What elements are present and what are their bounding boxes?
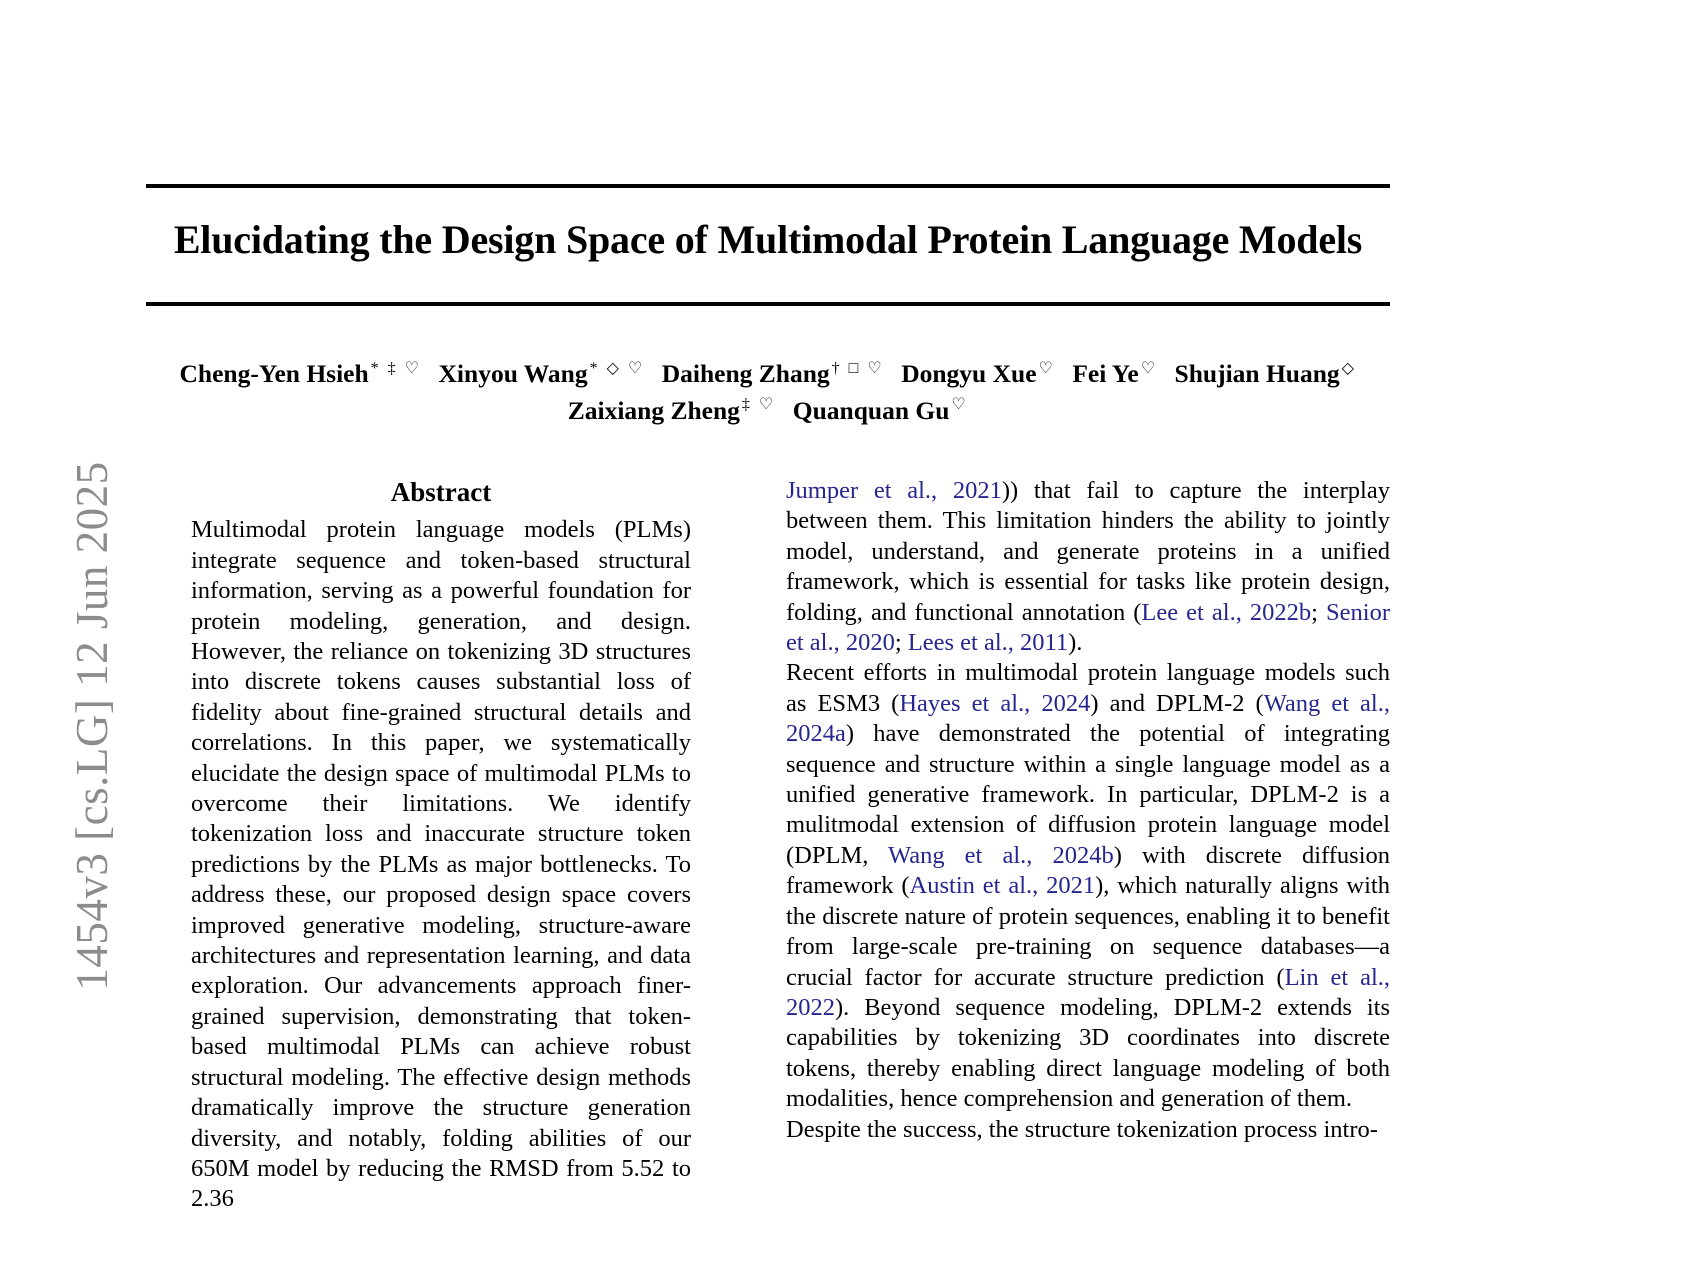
author-name: Fei Ye — [1072, 359, 1139, 388]
author-entry — [793, 396, 968, 425]
citation-link[interactable]: Wang et al., 2024b — [888, 841, 1114, 869]
abstract-heading: Abstract — [390, 477, 492, 507]
body-text: ) have demonstrated the potential of integrating sequence and structure within a single language model as a unified generative framework. In particular, DPLM-2 is a mulitmodal extension of diffusion protein language model (DPLM, — [786, 720, 1390, 869]
citation-link[interactable]: Lin et al., 2022 — [786, 963, 1391, 1021]
author-name: Quanquan Gu — [792, 395, 950, 425]
author-affiliation-marks: ‡ ♡ — [741, 396, 776, 414]
citation-link[interactable]: Lees et al., 2011 — [907, 629, 1069, 657]
author-entry — [180, 359, 422, 388]
body-text: ), which naturally aligns with the discrete nature of protein sequences, enabling it to benefit from large-scale pre-training on sequence databases—a crucial factor for accurate structure prediction ( — [786, 872, 1390, 991]
author-affiliation-marks: † □ ♡ — [831, 359, 885, 377]
body-text: ). — [1068, 629, 1083, 657]
abstract-column — [191, 476, 691, 1215]
author-name: Cheng-Yen Hsieh — [179, 359, 369, 388]
intro-column — [786, 476, 1390, 1145]
body-text: Recent efforts in multimodal protein language models such as ESM3 ( — [786, 659, 1390, 717]
page-title: Elucidating the Design Space of Multimodal Protein Language Models — [173, 217, 1363, 262]
author-name: Dongyu Xue — [901, 359, 1037, 388]
title-rule-top — [146, 184, 1390, 188]
author-entry — [1072, 359, 1157, 388]
intro-paragraph-3: Despite the success, the structure tokenization process intro- — [786, 1115, 1378, 1143]
author-list — [146, 356, 1390, 430]
author-entry — [439, 359, 645, 388]
author-name: Xinyou Wang — [438, 359, 588, 388]
citation-link[interactable]: Wang et al., 2024a — [786, 689, 1390, 748]
intro-paragraph-2 — [786, 658, 1390, 1114]
title-rule-bottom — [146, 302, 1390, 306]
body-text: ) with discrete diffusion framework ( — [786, 841, 1391, 900]
author-entry — [662, 359, 884, 388]
intro-paragraph-1 — [786, 476, 1390, 658]
abstract-body: Multimodal protein language models (PLMs) integrate sequence and token-based structural information, serving as a powerful foundation for protein modeling, generation, and design. However, the reliance on tokenizing 3D structures into discrete tokens causes substantial loss of fidelity about fine-grained structural details and correlations. In this paper, we systematically elucidate the design space of multimodal PLMs to overcome their limitations. We identify tokenization loss and inaccurate structure token predictions by the PLMs as major bottlenecks. To address these, our proposed design space covers improved generative modeling, structure-aware architectures and representation learning, and data exploration. Our advancements approach finer-grained supervision, demonstrating that token-based multimodal PLMs can achieve robust structural modeling. The effective design methods dramatically improve the structure generation diversity, and notably, folding abilities of our 650M model by reducing the RMSD from 5.52 to 2.36 — [191, 516, 691, 1213]
body-text: ; — [1311, 598, 1327, 626]
author-entry — [901, 359, 1055, 388]
author-entry — [568, 396, 776, 425]
author-affiliation-marks: * ◇ ♡ — [589, 359, 645, 377]
author-affiliation-marks: ◇ — [1341, 359, 1357, 377]
citation-link[interactable]: Jumper et al., 2021 — [786, 477, 1002, 504]
citation-link[interactable]: Austin et al., 2021 — [909, 872, 1096, 900]
citation-link[interactable]: Hayes et al., 2024 — [899, 689, 1091, 717]
author-affiliation-marks: ♡ — [1038, 359, 1056, 377]
body-text: ). Beyond sequence modeling, DPLM-2 extends its capabilities by tokenizing 3D coordinates into discrete tokens, thereby enabling direct language modeling of both modalities, hence comprehension and generation of them. — [786, 993, 1390, 1113]
author-affiliation-marks: ♡ — [951, 396, 969, 414]
body-text: ) and DPLM-2 ( — [1090, 689, 1264, 717]
author-line-2 — [146, 393, 1390, 430]
author-name: Zaixiang Zheng — [567, 395, 740, 425]
arxiv-stamp: 1454v3 [cs.LG] 12 Jun 2025 — [67, 461, 117, 991]
author-name: Daiheng Zhang — [661, 359, 830, 388]
body-text: ; — [894, 629, 908, 657]
author-name: Shujian Huang — [1174, 359, 1340, 388]
author-affiliation-marks: * ‡ ♡ — [370, 359, 422, 377]
citation-link[interactable]: Lee et al., 2022b — [1141, 598, 1312, 626]
citation-link[interactable]: Senior et al., 2020 — [786, 598, 1390, 657]
author-entry — [1175, 359, 1357, 388]
author-line-1 — [146, 356, 1390, 393]
author-affiliation-marks: ♡ — [1140, 359, 1158, 377]
body-text: )) that fail to capture the interplay between them. This limitation hinders the ability to jointly model, understand, and generate proteins in a unified framework, which is essential for tasks like protein design, folding, and functional annotation ( — [786, 477, 1390, 626]
